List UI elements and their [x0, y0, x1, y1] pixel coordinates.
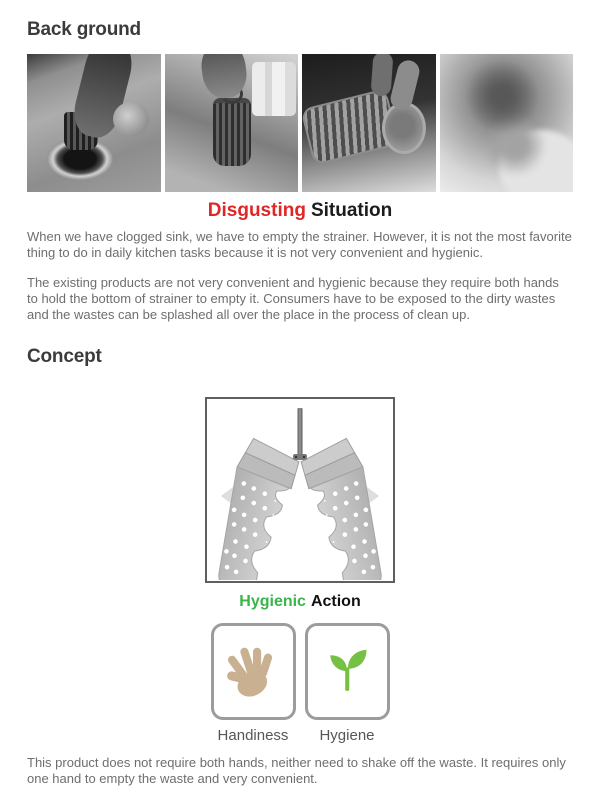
- strainer-rod-shape: [298, 408, 303, 458]
- photo-lifting-strainer-basket: [165, 54, 299, 192]
- finger-shape: [388, 58, 421, 112]
- knuckle-shape: [113, 102, 149, 136]
- photo-shaking-out-waste: [440, 54, 574, 192]
- strainer-end-cap-shape: [382, 102, 426, 154]
- finger-shape: [370, 54, 393, 97]
- sprout-icon: [318, 643, 376, 701]
- feature-row: [27, 623, 573, 744]
- background-heading: Back ground: [27, 19, 141, 40]
- action-title-rest: Action: [310, 593, 361, 610]
- feature-box-hygiene: [305, 623, 390, 720]
- hand-icon: [224, 643, 282, 701]
- concept-paragraph: This product does not require both hands, neither need to shake off the waste. It requires only one hand to empty the waste and very convenient.: [27, 755, 566, 786]
- strainer-right-half-shape: [298, 436, 393, 580]
- concept-heading: Concept: [27, 346, 102, 367]
- feature-hygiene: [305, 623, 390, 744]
- dish-rack-shape: [252, 62, 296, 116]
- feature-box-handiness: [211, 623, 296, 720]
- feature-label-handiness: Handiness: [217, 727, 289, 744]
- concept-product-image: [205, 397, 395, 583]
- background-photo-strip: [27, 54, 573, 192]
- strainer-concept-illustration: [207, 400, 393, 580]
- strainer-basket-shape: [213, 98, 251, 166]
- photo-hand-reaching-sink-drain: [27, 54, 161, 192]
- blurred-hand-shape: [466, 56, 538, 136]
- situation-title: [27, 200, 573, 222]
- situation-paragraph-2: The existing products are not very convenient and hygienic because they require both hands to hold the bottom of strainer to empty it. Consumers have to be exposed to the dirty wastes and the wastes can be splashed all over the place in the process of clean up.: [27, 275, 559, 322]
- feature-handiness: [211, 623, 296, 744]
- strainer-left-half-shape: [207, 436, 302, 580]
- photo-holding-strainer-closeup: [302, 54, 436, 192]
- situation-title-highlight: Disgusting: [207, 200, 306, 221]
- action-title-highlight: Hygienic: [239, 593, 306, 610]
- situation-title-rest: Situation: [310, 200, 393, 221]
- action-title: [27, 593, 573, 611]
- situation-paragraph-1: When we have clogged sink, we have to empty the strainer. However, it is not the most favorite thing to do in daily kitchen tasks because it is not very convenient and hygienic.: [27, 229, 572, 260]
- feature-label-hygiene: Hygiene: [319, 727, 375, 744]
